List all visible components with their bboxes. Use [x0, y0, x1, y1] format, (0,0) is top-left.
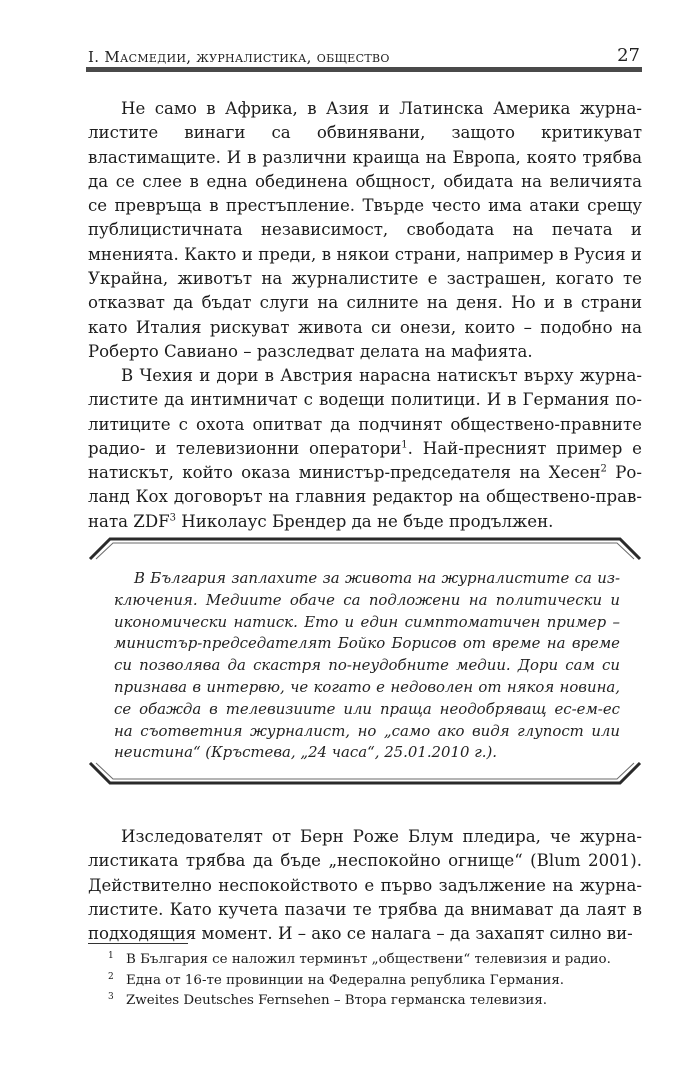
footnote-1-mark: 1: [108, 951, 114, 961]
paragraph-1-text: Не само в Африка, в Азия и Латинска Америка журналистите винаги са обвинявани, защото критикуват властимащите. И в различни краища на Европа, която трябва да се слее в една обединена общност, обидата на величията се превръща в престъпление. Твърде често има атаки срещу публицистичната независимост, свободата на печата и мненията. Както и преди, в някои страни, например в Русия и Украйна, животът на журналистите е застрашен, когато те отказват да бъдат слуги на силните на деня. Но и в страни като Италия рискуват живота си онези, които – подобно на Роберто Савиано – разследват делата на мафията.: [88, 99, 642, 361]
footnote-3: [108, 991, 642, 1012]
paragraph-1: [88, 97, 642, 364]
page-number: 27: [617, 45, 640, 66]
paragraph-2-part-3: Роланд Кох договорът на главния редактор на обществено-правната ZDF: [88, 463, 642, 531]
running-head: [88, 42, 640, 66]
footnote-2-mark: 2: [108, 971, 114, 982]
footnote-ref-3: 3: [169, 512, 177, 524]
footnote-3-mark: 3: [108, 992, 114, 1002]
quote-box: [88, 537, 642, 785]
footnote-1: [108, 950, 642, 971]
chapter-title: I. Масмедии, журналистика, общество: [88, 48, 390, 66]
footnote-3-text: Zweites Deutsches Fernsehen – Втора германска телевизия.: [126, 993, 548, 1008]
footnote-2: [108, 971, 642, 992]
frame-top-outer: [90, 539, 640, 559]
paragraph-3-text: Изследователят от Берн Роже Блум пледира, че журналистиката трябва да бъде „неспокойно огнище“ (Blum 2001). Действително неспокойството е първо задължение на журналистите. Като кучета пазачи те трябва да внимават да лаят в подходящия момент. И – ако се налага – да захапят силно ви-: [88, 827, 642, 944]
header-rule: [86, 67, 642, 72]
paragraph-2-part-4: Николаус Брендер да не бъде продължен.: [176, 511, 554, 531]
paragraph-2-part-1: В Чехия и дори в Австрия нарасна натискът върху журналистите да интимничат с водещи политици. И в Германия политиците с охота опитват да подчинят обществено-правните радио- и телевизионни оператори: [88, 366, 642, 458]
frame-bottom-inner: [96, 763, 634, 779]
paragraph-3: [88, 825, 642, 946]
paragraph-2: [88, 364, 642, 534]
paragraph-2-text: [88, 364, 642, 534]
footnote-2-text: Една от 16-те провинции на Федерална република Германия.: [126, 972, 565, 988]
footnotes: [108, 950, 642, 1012]
frame-bottom-outer: [90, 763, 640, 783]
paragraph-2-part-2: . Най-пресният пример е натискът, който оказа министър-председателя на Хесен: [88, 438, 642, 483]
footnote-ref-1: 1: [401, 439, 408, 451]
footnote-rule: [88, 943, 188, 944]
footnote-ref-2: 2: [600, 463, 607, 475]
quote-box-text: В България заплахите за живота на журналистите са изключения. Медиите обаче са подложени на политически и икономически натиск. Ето и един симптоматичен пример – министър-председателят Бойко Борисов от време на време си позволява да скастря по-неудобните медии. Дори сам си признава в интервю, че когато е недоволен от някоя новина, се обажда в телевизиите или праща неодобряващ ес-ем-ес на съответния журналист, но „само ако видя глупост или неистина“ (Кръстева, „24 часа“, 25.01.2010 г.).: [114, 569, 620, 762]
footnote-1-text: В България се наложил терминът „обществени“ телевизия и радио.: [126, 952, 611, 967]
frame-top-inner: [96, 543, 634, 559]
